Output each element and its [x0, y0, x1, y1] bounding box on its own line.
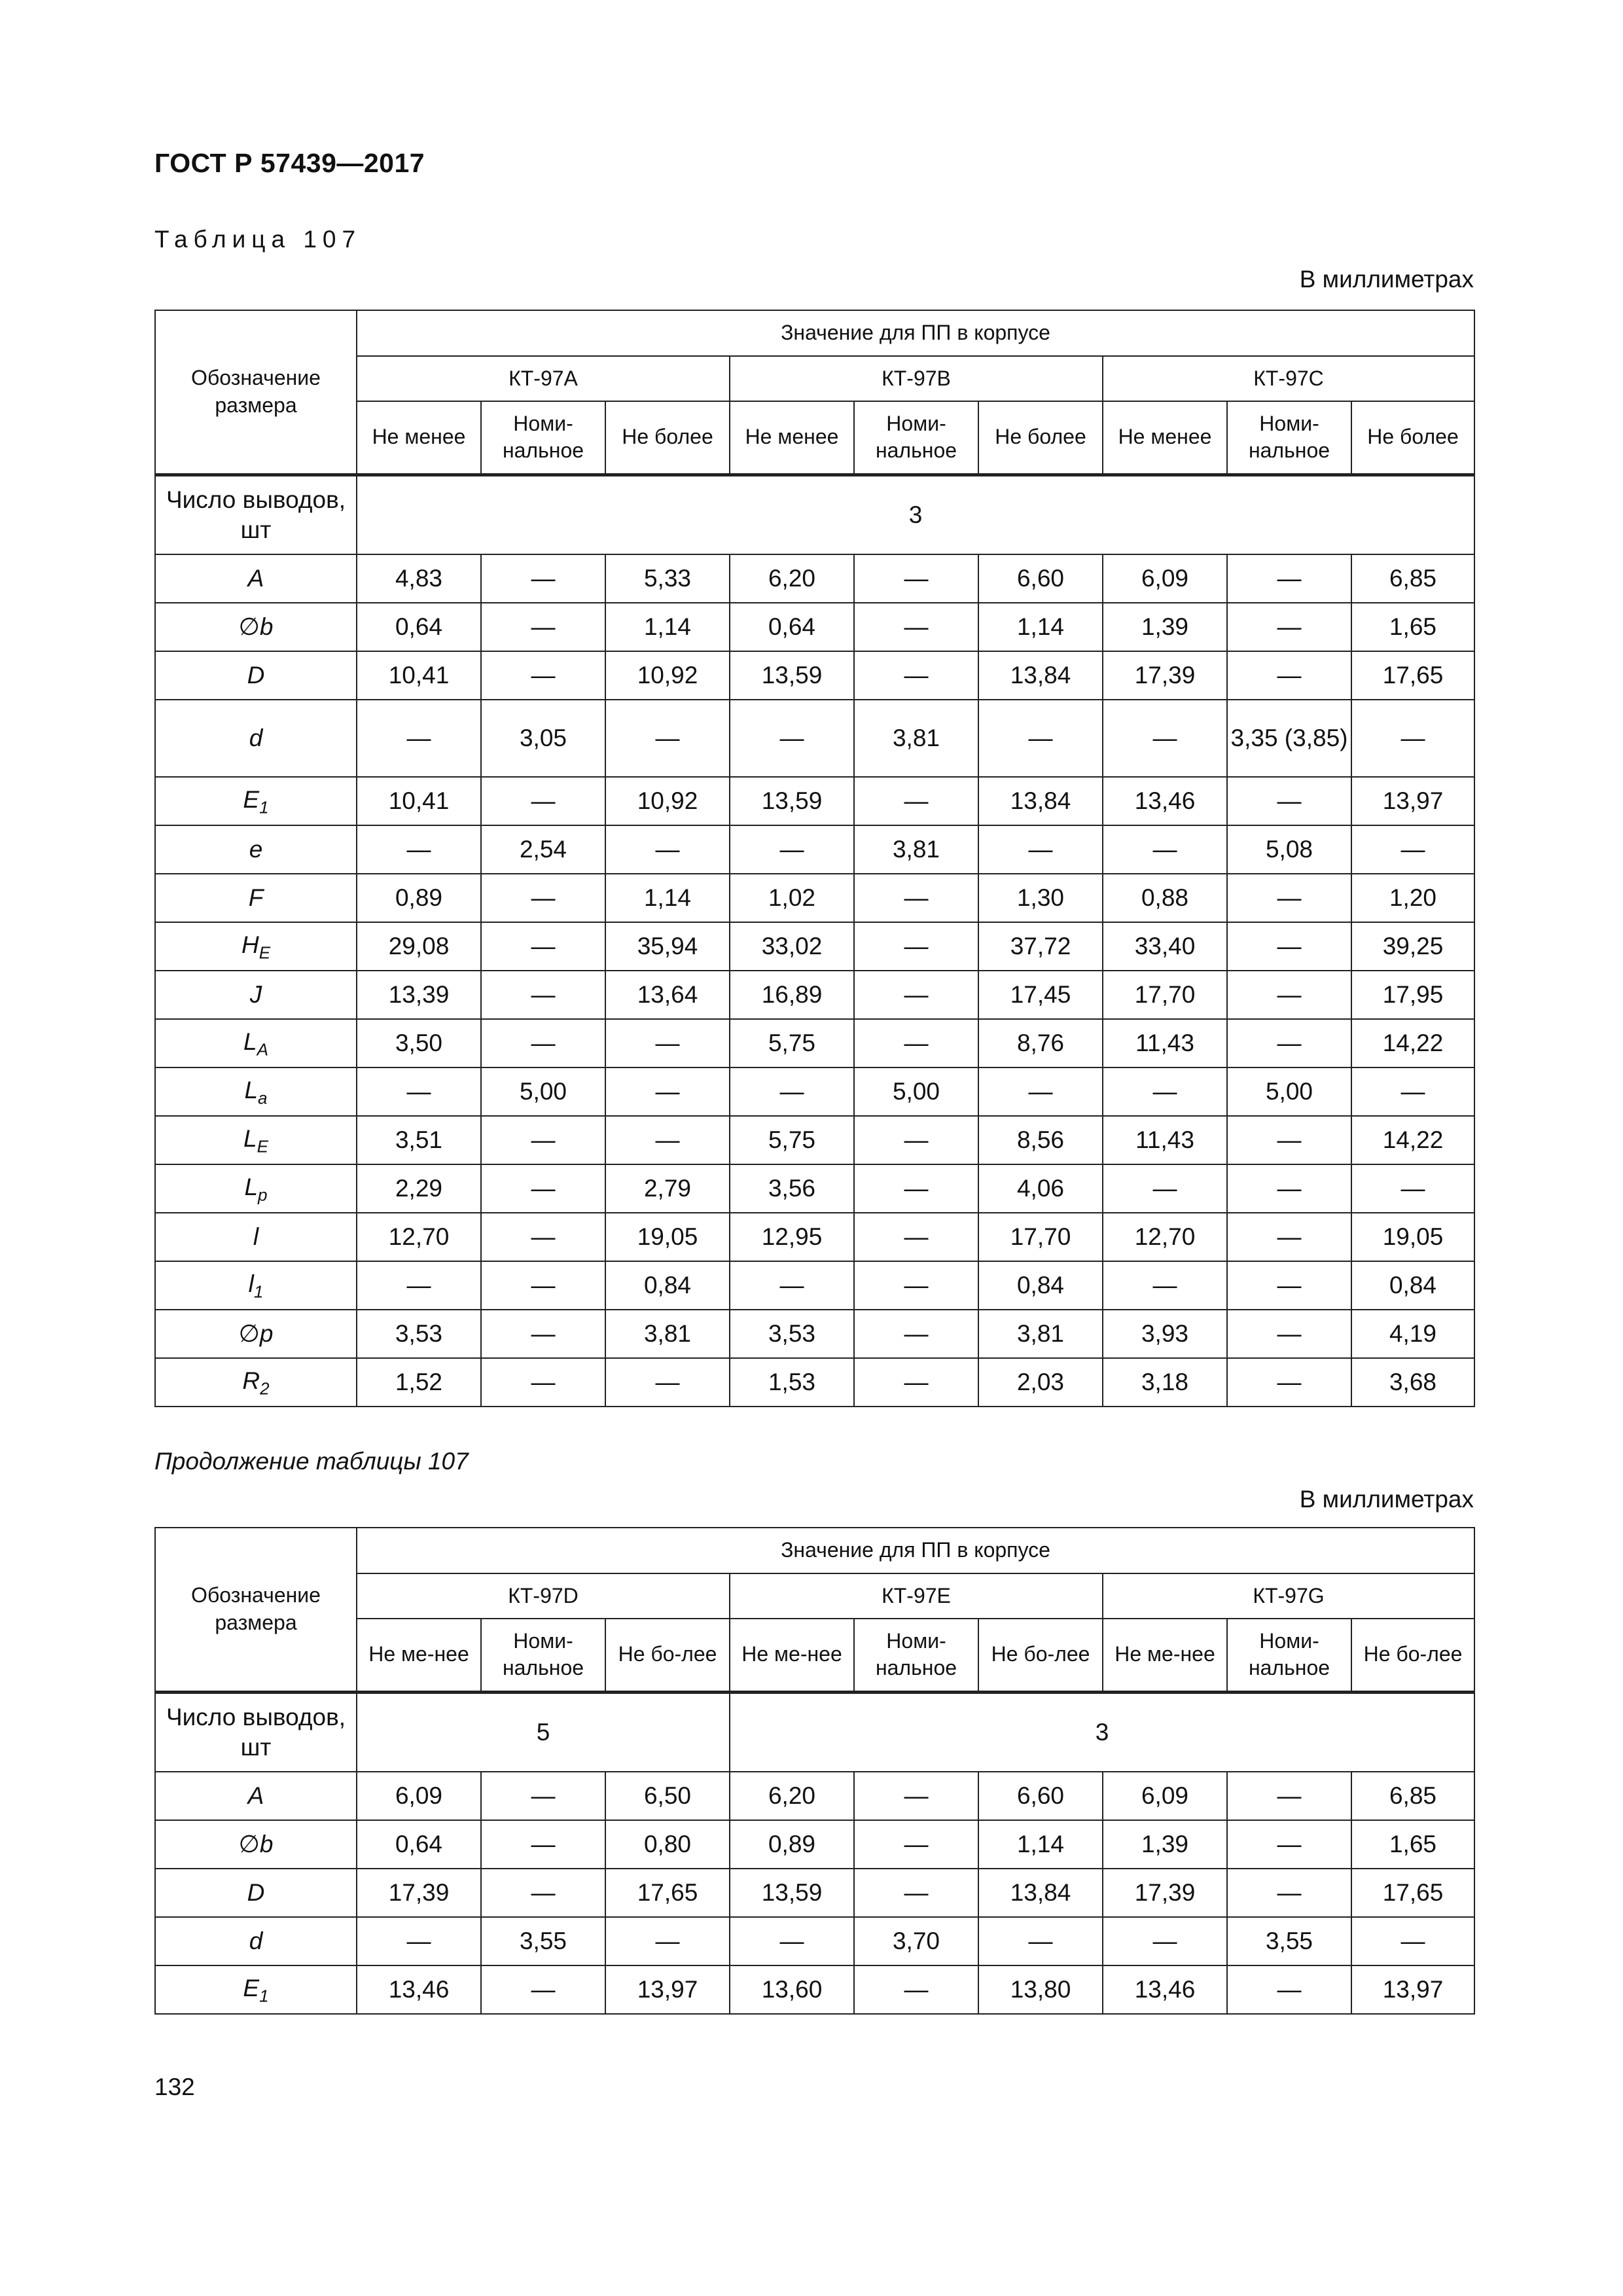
value-cell: 6,09 [357, 1772, 481, 1820]
value-cell: 17,65 [1351, 1869, 1474, 1917]
value-cell: — [1227, 777, 1351, 825]
value-cell: 1,14 [978, 603, 1103, 651]
dimension-symbol: ∅p [155, 1310, 357, 1358]
value-cell: 5,75 [730, 1116, 854, 1164]
dimension-symbol: d [155, 700, 357, 777]
subheader-min: Не ме-нее [357, 1619, 481, 1692]
dimension-symbol: $R_2$ [155, 1358, 357, 1407]
value-cell: 6,09 [1103, 1772, 1227, 1820]
subheader-nominal: Номи-нальное [1227, 401, 1351, 475]
value-cell: — [1227, 971, 1351, 1019]
value-cell: — [1227, 922, 1351, 971]
designation-header: Обозначение размера [155, 1528, 357, 1692]
table-row [155, 922, 1474, 971]
value-cell: — [854, 1116, 978, 1164]
value-cell: — [605, 1358, 730, 1407]
value-cell: 0,89 [357, 874, 481, 922]
value-cell: 13,64 [605, 971, 730, 1019]
value-cell: 3,55 [481, 1917, 605, 1965]
subheader-nominal: Номи-нальное [854, 401, 978, 475]
value-cell: 3,81 [854, 825, 978, 874]
value-cell: — [1227, 1820, 1351, 1869]
units-label: В миллиметрах [1299, 1486, 1474, 1513]
table-row [155, 825, 1474, 874]
subheader-nominal: Номи-нальное [854, 1619, 978, 1692]
table-row [155, 1772, 1474, 1820]
table-row [155, 1310, 1474, 1358]
dimension-symbol: A [155, 554, 357, 603]
value-cell: — [1227, 1019, 1351, 1067]
value-cell: 1,14 [605, 874, 730, 922]
value-cell: — [481, 1261, 605, 1310]
continuation-caption: Продолжение таблицы 107 [154, 1448, 469, 1475]
value-cell: 3,81 [978, 1310, 1103, 1358]
document-header: ГОСТ Р 57439—2017 [154, 148, 425, 178]
value-cell: — [1227, 1164, 1351, 1213]
value-cell: — [1351, 700, 1474, 777]
value-cell: — [481, 1116, 605, 1164]
value-cell: — [1227, 1772, 1351, 1820]
case-header: КТ-97Е [730, 1573, 1103, 1619]
value-cell: 13,60 [730, 1965, 854, 2014]
value-cell: — [481, 1019, 605, 1067]
value-cell: 1,14 [605, 603, 730, 651]
value-cell: 10,92 [605, 651, 730, 700]
value-cell: — [854, 603, 978, 651]
value-cell: — [730, 1261, 854, 1310]
value-cell: 5,08 [1227, 825, 1351, 874]
value-cell: 10,41 [357, 651, 481, 700]
value-cell: 1,52 [357, 1358, 481, 1407]
designation-header: Обозначение размера [155, 310, 357, 475]
value-cell: 4,83 [357, 554, 481, 603]
value-cell: — [1227, 1965, 1351, 2014]
count-label: Число выводов, шт [155, 475, 357, 554]
value-cell: — [357, 1917, 481, 1965]
count-value: 3 [730, 1692, 1474, 1772]
value-cell: 13,97 [605, 1965, 730, 2014]
subheader-nominal: Номи-нальное [481, 401, 605, 475]
value-cell: — [481, 1213, 605, 1261]
value-cell: 19,05 [1351, 1213, 1474, 1261]
value-cell: 0,64 [357, 603, 481, 651]
value-cell: — [1351, 1067, 1474, 1116]
value-cell: 3,50 [357, 1019, 481, 1067]
value-cell: — [481, 874, 605, 922]
value-cell: 3,53 [730, 1310, 854, 1358]
value-cell: — [357, 700, 481, 777]
count-value: 3 [357, 475, 1474, 554]
value-cell: 3,55 [1227, 1917, 1351, 1965]
value-cell: 13,39 [357, 971, 481, 1019]
table-row [155, 1917, 1474, 1965]
value-cell: 13,97 [1351, 1965, 1474, 2014]
value-cell: 0,80 [605, 1820, 730, 1869]
value-cell: 13,59 [730, 1869, 854, 1917]
value-cell: — [978, 700, 1103, 777]
value-cell: — [1227, 1261, 1351, 1310]
value-cell: — [730, 1917, 854, 1965]
subheader-max: Не бо-лее [605, 1619, 730, 1692]
value-cell: — [1227, 1116, 1351, 1164]
table-row [155, 554, 1474, 603]
value-cell: 1,65 [1351, 1820, 1474, 1869]
table-caption: Таблица 107 [154, 226, 362, 253]
value-cell: — [854, 922, 978, 971]
value-cell: — [730, 825, 854, 874]
value-cell: 3,93 [1103, 1310, 1227, 1358]
table-row [155, 1820, 1474, 1869]
value-cell: — [1351, 825, 1474, 874]
subheader-max: Не более [605, 401, 730, 475]
group-header: Значение для ПП в корпусе [357, 1528, 1474, 1573]
value-cell: — [481, 554, 605, 603]
value-cell: 3,68 [1351, 1358, 1474, 1407]
value-cell: — [1103, 1917, 1227, 1965]
value-cell: 13,84 [978, 651, 1103, 700]
value-cell: 6,50 [605, 1772, 730, 1820]
dimension-symbol: F [155, 874, 357, 922]
table-row [155, 1965, 1474, 2014]
value-cell: — [978, 1067, 1103, 1116]
value-cell: 13,46 [357, 1965, 481, 2014]
table-row [155, 651, 1474, 700]
dimension-symbol: $L_A$ [155, 1019, 357, 1067]
value-cell: — [605, 1067, 730, 1116]
table-row [155, 700, 1474, 777]
value-cell: — [854, 1261, 978, 1310]
value-cell: 3,51 [357, 1116, 481, 1164]
dimensions-table [154, 310, 1475, 1407]
value-cell: 1,02 [730, 874, 854, 922]
value-cell: — [1227, 1213, 1351, 1261]
value-cell: 17,70 [978, 1213, 1103, 1261]
subheader-nominal: Номи-нальное [481, 1619, 605, 1692]
subheader-min: Не менее [357, 401, 481, 475]
value-cell: — [1227, 874, 1351, 922]
value-cell: 12,70 [1103, 1213, 1227, 1261]
value-cell: 19,05 [605, 1213, 730, 1261]
value-cell: — [357, 1261, 481, 1310]
table-row [155, 777, 1474, 825]
value-cell: — [605, 700, 730, 777]
value-cell: 6,85 [1351, 554, 1474, 603]
value-cell: 8,76 [978, 1019, 1103, 1067]
value-cell: 17,65 [605, 1869, 730, 1917]
count-value: 5 [357, 1692, 730, 1772]
value-cell: 14,22 [1351, 1116, 1474, 1164]
subheader-min: Не менее [1103, 401, 1227, 475]
case-header: КТ-97G [1103, 1573, 1474, 1619]
value-cell: 16,89 [730, 971, 854, 1019]
page-number: 132 [154, 2073, 195, 2100]
table-row [155, 1116, 1474, 1164]
value-cell: 39,25 [1351, 922, 1474, 971]
value-cell: 8,56 [978, 1116, 1103, 1164]
value-cell: 0,64 [730, 603, 854, 651]
value-cell: — [854, 777, 978, 825]
table-row [155, 1213, 1474, 1261]
value-cell: — [481, 1164, 605, 1213]
case-header: КТ-97В [730, 356, 1103, 401]
value-cell: 17,45 [978, 971, 1103, 1019]
value-cell: 3,81 [854, 700, 978, 777]
value-cell: 10,41 [357, 777, 481, 825]
value-cell: — [854, 1772, 978, 1820]
dimension-symbol: J [155, 971, 357, 1019]
value-cell: 4,19 [1351, 1310, 1474, 1358]
value-cell: — [357, 1067, 481, 1116]
value-cell: 14,22 [1351, 1019, 1474, 1067]
value-cell: 2,54 [481, 825, 605, 874]
value-cell: 5,33 [605, 554, 730, 603]
value-cell: 13,84 [978, 1869, 1103, 1917]
table-row [155, 1164, 1474, 1213]
value-cell: — [1351, 1917, 1474, 1965]
dimension-symbol: $E_1$ [155, 1965, 357, 2014]
value-cell: 5,00 [1227, 1067, 1351, 1116]
value-cell: 0,84 [1351, 1261, 1474, 1310]
value-cell: 17,95 [1351, 971, 1474, 1019]
value-cell: 12,70 [357, 1213, 481, 1261]
value-cell: 3,18 [1103, 1358, 1227, 1407]
dimension-symbol: $H_E$ [155, 922, 357, 971]
dimension-symbol: $L_E$ [155, 1116, 357, 1164]
value-cell: — [1227, 651, 1351, 700]
value-cell: 3,35 (3,85) [1227, 700, 1351, 777]
value-cell: 17,39 [1103, 651, 1227, 700]
value-cell: 13,59 [730, 777, 854, 825]
table-row [155, 1358, 1474, 1407]
dimension-symbol: D [155, 651, 357, 700]
dimension-symbol: d [155, 1917, 357, 1965]
value-cell: 6,09 [1103, 554, 1227, 603]
value-cell: 6,60 [978, 1772, 1103, 1820]
value-cell: 5,00 [854, 1067, 978, 1116]
dimension-symbol: ∅b [155, 603, 357, 651]
value-cell: 1,20 [1351, 874, 1474, 922]
value-cell: — [1103, 700, 1227, 777]
value-cell: — [854, 651, 978, 700]
count-label: Число выводов, шт [155, 1692, 357, 1772]
value-cell: — [978, 825, 1103, 874]
subheader-max: Не более [1351, 401, 1474, 475]
value-cell: — [1227, 1358, 1351, 1407]
value-cell: 3,53 [357, 1310, 481, 1358]
value-cell: — [978, 1917, 1103, 1965]
value-cell: — [1103, 825, 1227, 874]
value-cell: 5,00 [481, 1067, 605, 1116]
value-cell: 37,72 [978, 922, 1103, 971]
value-cell: 17,65 [1351, 651, 1474, 700]
table-row [155, 1019, 1474, 1067]
value-cell: 5,75 [730, 1019, 854, 1067]
value-cell: 4,06 [978, 1164, 1103, 1213]
value-cell: — [481, 1869, 605, 1917]
value-cell: — [481, 1820, 605, 1869]
value-cell: — [1227, 554, 1351, 603]
dimension-symbol: ∅b [155, 1820, 357, 1869]
value-cell: — [730, 700, 854, 777]
value-cell: — [854, 971, 978, 1019]
value-cell: — [481, 777, 605, 825]
value-cell: 13,46 [1103, 777, 1227, 825]
value-cell: 2,29 [357, 1164, 481, 1213]
value-cell: 11,43 [1103, 1116, 1227, 1164]
value-cell: 1,39 [1103, 603, 1227, 651]
value-cell: 12,95 [730, 1213, 854, 1261]
value-cell: 3,81 [605, 1310, 730, 1358]
value-cell: — [481, 603, 605, 651]
value-cell: — [1227, 1310, 1351, 1358]
value-cell: 17,70 [1103, 971, 1227, 1019]
value-cell: 6,20 [730, 554, 854, 603]
value-cell: 13,80 [978, 1965, 1103, 2014]
value-cell: — [1103, 1261, 1227, 1310]
value-cell: — [854, 554, 978, 603]
value-cell: 35,94 [605, 922, 730, 971]
value-cell: 3,70 [854, 1917, 978, 1965]
dimension-symbol: A [155, 1772, 357, 1820]
value-cell: 3,05 [481, 700, 605, 777]
table-row [155, 603, 1474, 651]
subheader-nominal: Номи-нальное [1227, 1619, 1351, 1692]
table-row [155, 1067, 1474, 1116]
value-cell: — [1227, 1869, 1351, 1917]
dimension-symbol: e [155, 825, 357, 874]
value-cell: — [854, 1358, 978, 1407]
value-cell: 17,39 [357, 1869, 481, 1917]
subheader-min: Не ме-нее [1103, 1619, 1227, 1692]
table-row [155, 1261, 1474, 1310]
value-cell: — [854, 1820, 978, 1869]
value-cell: 17,39 [1103, 1869, 1227, 1917]
subheader-min: Не ме-нее [730, 1619, 854, 1692]
value-cell: 29,08 [357, 922, 481, 971]
value-cell: 2,03 [978, 1358, 1103, 1407]
value-cell: 2,79 [605, 1164, 730, 1213]
value-cell: — [481, 1772, 605, 1820]
value-cell: 13,59 [730, 651, 854, 700]
value-cell: 1,65 [1351, 603, 1474, 651]
subheader-max: Не бо-лее [978, 1619, 1103, 1692]
value-cell: 6,60 [978, 554, 1103, 603]
value-cell: — [605, 1019, 730, 1067]
value-cell: 0,84 [605, 1261, 730, 1310]
value-cell: 6,20 [730, 1772, 854, 1820]
value-cell: — [605, 1116, 730, 1164]
value-cell: — [357, 825, 481, 874]
value-cell: — [854, 1019, 978, 1067]
case-header: КТ-97А [357, 356, 730, 401]
value-cell: 0,88 [1103, 874, 1227, 922]
value-cell: 1,39 [1103, 1820, 1227, 1869]
value-cell: — [854, 1213, 978, 1261]
subheader-max: Не более [978, 401, 1103, 475]
value-cell: 3,56 [730, 1164, 854, 1213]
dimension-symbol: $L_p$ [155, 1164, 357, 1213]
table-row [155, 1869, 1474, 1917]
value-cell: 10,92 [605, 777, 730, 825]
value-cell: — [730, 1067, 854, 1116]
value-cell: — [481, 922, 605, 971]
case-header: КТ-97С [1103, 356, 1474, 401]
value-cell: — [481, 971, 605, 1019]
dimensions-table-continued [154, 1527, 1475, 2015]
value-cell: — [1103, 1067, 1227, 1116]
subheader-max: Не бо-лее [1351, 1619, 1474, 1692]
value-cell: 1,53 [730, 1358, 854, 1407]
value-cell: 13,46 [1103, 1965, 1227, 2014]
value-cell: — [481, 1358, 605, 1407]
table-row [155, 874, 1474, 922]
dimension-symbol: D [155, 1869, 357, 1917]
value-cell: 0,64 [357, 1820, 481, 1869]
value-cell: — [854, 1965, 978, 2014]
group-header: Значение для ПП в корпусе [357, 310, 1474, 356]
value-cell: 0,84 [978, 1261, 1103, 1310]
value-cell: — [854, 1164, 978, 1213]
value-cell: 0,89 [730, 1820, 854, 1869]
dimension-symbol: $E_1$ [155, 777, 357, 825]
value-cell: 11,43 [1103, 1019, 1227, 1067]
value-cell: 1,14 [978, 1820, 1103, 1869]
value-cell: — [481, 1965, 605, 2014]
value-cell: 33,40 [1103, 922, 1227, 971]
value-cell: 6,85 [1351, 1772, 1474, 1820]
table-row [155, 971, 1474, 1019]
value-cell: — [605, 825, 730, 874]
dimension-symbol: $L_a$ [155, 1067, 357, 1116]
value-cell: — [854, 874, 978, 922]
value-cell: 13,97 [1351, 777, 1474, 825]
value-cell: — [854, 1869, 978, 1917]
value-cell: — [481, 1310, 605, 1358]
value-cell: — [1103, 1164, 1227, 1213]
value-cell: 33,02 [730, 922, 854, 971]
value-cell: — [854, 1310, 978, 1358]
value-cell: — [1351, 1164, 1474, 1213]
value-cell: — [481, 651, 605, 700]
dimension-symbol: l [155, 1213, 357, 1261]
value-cell: — [1227, 603, 1351, 651]
value-cell: — [605, 1917, 730, 1965]
dimension-symbol: $l_1$ [155, 1261, 357, 1310]
value-cell: 1,30 [978, 874, 1103, 922]
value-cell: 13,84 [978, 777, 1103, 825]
case-header: КТ-97D [357, 1573, 730, 1619]
subheader-min: Не менее [730, 401, 854, 475]
units-label: В миллиметрах [1299, 266, 1474, 293]
